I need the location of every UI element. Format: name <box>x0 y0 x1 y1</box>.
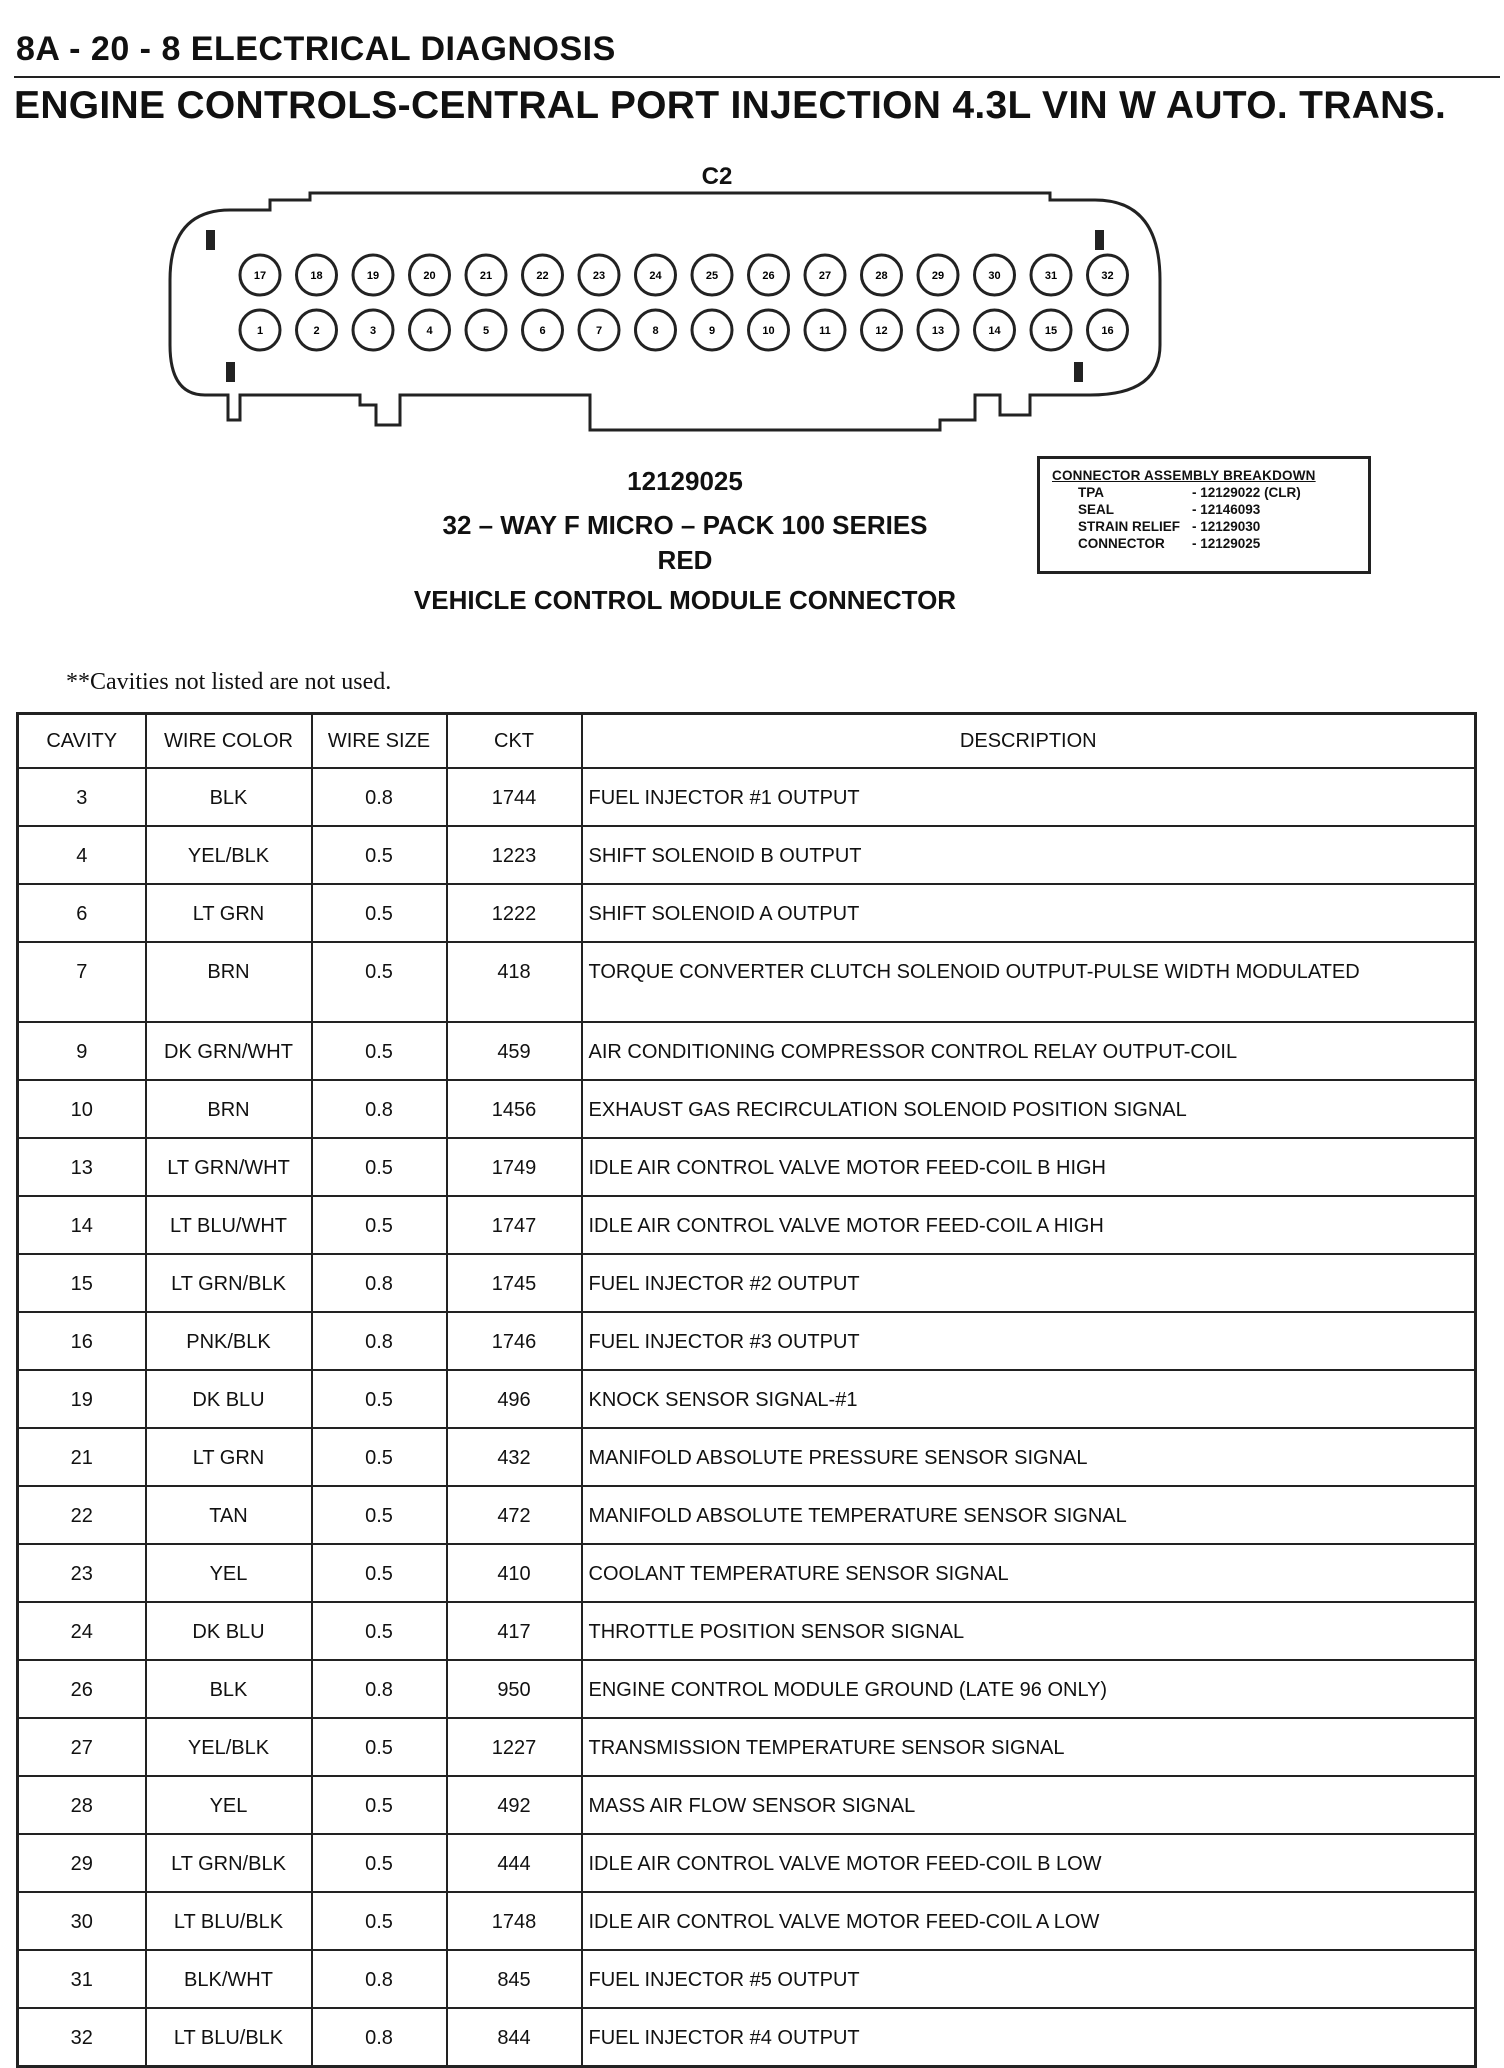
breakdown-row <box>1052 535 1356 552</box>
cell-description: TORQUE CONVERTER CLUTCH SOLENOID OUTPUT-PULSE WIDTH MODULATED <box>582 942 1476 1022</box>
breakdown-row <box>1052 518 1356 535</box>
table-row <box>18 1602 1476 1660</box>
cell-wire-size: 0.5 <box>312 942 447 1022</box>
pin-number: 22 <box>536 270 549 282</box>
pin-number: 18 <box>310 270 323 282</box>
table-row <box>18 1834 1476 1892</box>
connector-color: RED <box>657 545 713 575</box>
pin-number: 3 <box>369 325 377 337</box>
pin-number: 1 <box>256 325 264 337</box>
cell-wire-color: YEL/BLK <box>146 826 312 884</box>
cell-description: SHIFT SOLENOID B OUTPUT <box>582 826 1476 884</box>
cell-description: IDLE AIR CONTROL VALVE MOTOR FEED-COIL B HIGH <box>582 1138 1476 1196</box>
cell-ckt: 1749 <box>447 1138 582 1196</box>
cell-wire-color: TAN <box>146 1486 312 1544</box>
pin-number: 24 <box>649 270 662 282</box>
cell-wire-color: PNK/BLK <box>146 1312 312 1370</box>
connector-breakdown-box <box>1037 456 1371 574</box>
table-row <box>18 1370 1476 1428</box>
cell-cavity: 32 <box>18 2008 146 2067</box>
cell-wire-color: BRN <box>146 1080 312 1138</box>
connector-pin <box>353 255 393 295</box>
pin-number: 26 <box>762 270 775 282</box>
table-row <box>18 1312 1476 1370</box>
connector-pin <box>353 310 393 350</box>
table-row <box>18 1080 1476 1138</box>
latch-mark <box>1074 362 1083 382</box>
cell-wire-size: 0.8 <box>312 2008 447 2067</box>
cell-ckt: 1744 <box>447 768 582 826</box>
pin-number: 29 <box>931 270 945 282</box>
connector-pin <box>1088 255 1128 295</box>
pin-number: 31 <box>1044 270 1058 282</box>
cell-wire-color: LT GRN/BLK <box>146 1254 312 1312</box>
pin-number: 28 <box>875 270 888 282</box>
connector-pin <box>410 310 450 350</box>
cell-ckt: 432 <box>447 1428 582 1486</box>
cell-wire-size: 0.5 <box>312 884 447 942</box>
table-row <box>18 1660 1476 1718</box>
connector-pin <box>297 255 337 295</box>
table-row <box>18 1776 1476 1834</box>
cell-ckt: 1456 <box>447 1080 582 1138</box>
cell-wire-color: LT GRN/BLK <box>146 1834 312 1892</box>
breakdown-row <box>1052 501 1356 518</box>
cell-wire-color: YEL/BLK <box>146 1718 312 1776</box>
connector-pin <box>636 255 676 295</box>
section-header: 8A - 20 - 8 ELECTRICAL DIAGNOSIS <box>16 30 616 68</box>
connector-pin <box>692 310 732 350</box>
cell-cavity: 19 <box>18 1370 146 1428</box>
connector-pin <box>862 310 902 350</box>
cell-wire-color: LT BLU/BLK <box>146 2008 312 2067</box>
cell-description: SHIFT SOLENOID A OUTPUT <box>582 884 1476 942</box>
connector-type: 32 – WAY F MICRO – PACK 100 SERIES <box>442 510 928 540</box>
cell-cavity: 24 <box>18 1602 146 1660</box>
cell-ckt: 1227 <box>447 1718 582 1776</box>
table-row <box>18 768 1476 826</box>
cell-wire-size: 0.8 <box>312 768 447 826</box>
cell-ckt: 845 <box>447 1950 582 2008</box>
cell-cavity: 22 <box>18 1486 146 1544</box>
cell-cavity: 31 <box>18 1950 146 2008</box>
breakdown-value: - 12129030 <box>1192 518 1260 535</box>
cell-ckt: 1745 <box>447 1254 582 1312</box>
latch-mark <box>226 362 235 382</box>
cell-description: EXHAUST GAS RECIRCULATION SOLENOID POSITION SIGNAL <box>582 1080 1476 1138</box>
pin-number: 8 <box>652 325 659 337</box>
connector-pin <box>862 255 902 295</box>
cell-description: MANIFOLD ABSOLUTE TEMPERATURE SENSOR SIGNAL <box>582 1486 1476 1544</box>
cell-cavity: 4 <box>18 826 146 884</box>
connector-pin <box>240 310 280 350</box>
pin-number: 7 <box>595 325 603 337</box>
cavity-note: **Cavities not listed are not used. <box>66 669 392 695</box>
cell-wire-size: 0.5 <box>312 1428 447 1486</box>
cell-wire-color: LT BLU/BLK <box>146 1892 312 1950</box>
connector-pin <box>579 255 619 295</box>
pin-number: 11 <box>819 325 831 337</box>
cell-wire-color: YEL <box>146 1776 312 1834</box>
cell-wire-size: 0.5 <box>312 1834 447 1892</box>
cell-wire-size: 0.5 <box>312 826 447 884</box>
cell-description: KNOCK SENSOR SIGNAL-#1 <box>582 1370 1476 1428</box>
part-number: 12129025 <box>627 466 743 496</box>
pin-number: 27 <box>818 270 832 282</box>
cell-wire-size: 0.5 <box>312 1602 447 1660</box>
connector-pin <box>1031 255 1071 295</box>
cell-ckt: 417 <box>447 1602 582 1660</box>
header-rule <box>14 76 1500 78</box>
breakdown-label: CONNECTOR <box>1078 536 1165 551</box>
table-row <box>18 1254 1476 1312</box>
table-row <box>18 1138 1476 1196</box>
cell-ckt: 1747 <box>447 1196 582 1254</box>
cell-ckt: 1223 <box>447 826 582 884</box>
cell-description: MASS AIR FLOW SENSOR SIGNAL <box>582 1776 1476 1834</box>
pin-number: 20 <box>423 270 436 282</box>
table-row <box>18 1718 1476 1776</box>
cell-wire-size: 0.5 <box>312 1196 447 1254</box>
table-row <box>18 1022 1476 1080</box>
cell-wire-color: BLK/WHT <box>146 1950 312 2008</box>
cell-description: IDLE AIR CONTROL VALVE MOTOR FEED-COIL B LOW <box>582 1834 1476 1892</box>
pin-number: 14 <box>988 325 1001 337</box>
pin-number: 15 <box>1044 325 1058 337</box>
cell-wire-color: LT GRN/WHT <box>146 1138 312 1196</box>
breakdown-value: - 12129025 <box>1192 535 1260 552</box>
cell-wire-size: 0.8 <box>312 1080 447 1138</box>
cell-description: IDLE AIR CONTROL VALVE MOTOR FEED-COIL A LOW <box>582 1892 1476 1950</box>
table-row <box>18 1950 1476 2008</box>
connector-pin <box>918 255 958 295</box>
connector-pin <box>805 255 845 295</box>
breakdown-label: TPA <box>1078 485 1104 500</box>
table-row <box>18 884 1476 942</box>
pin-number: 9 <box>708 325 716 337</box>
page-title: ENGINE CONTROLS-CENTRAL PORT INJECTION 4.3L VIN W AUTO. TRANS. <box>14 84 1447 127</box>
table-row <box>18 2008 1476 2067</box>
cell-wire-size: 0.5 <box>312 1776 447 1834</box>
table-row <box>18 826 1476 884</box>
pin-number: 5 <box>482 325 490 337</box>
cell-cavity: 7 <box>18 942 146 1022</box>
cell-ckt: 459 <box>447 1022 582 1080</box>
connector-pin <box>636 310 676 350</box>
breakdown-label: SEAL <box>1078 502 1115 517</box>
pin-number: 4 <box>426 325 433 337</box>
cell-ckt: 950 <box>447 1660 582 1718</box>
connector-pin <box>1088 310 1128 350</box>
pin-number: 30 <box>988 270 1001 282</box>
connector-pin <box>692 255 732 295</box>
cell-ckt: 444 <box>447 1834 582 1892</box>
connector-pin <box>749 255 789 295</box>
cell-cavity: 28 <box>18 1776 146 1834</box>
connector-pin <box>523 310 563 350</box>
cell-wire-size: 0.5 <box>312 1370 447 1428</box>
pin-number: 17 <box>253 270 267 282</box>
breakdown-label: STRAIN RELIEF <box>1078 519 1181 534</box>
pin-number: 23 <box>592 270 606 282</box>
breakdown-value: - 12129022 (CLR) <box>1192 484 1301 501</box>
cell-wire-color: YEL <box>146 1544 312 1602</box>
connector-pin <box>297 310 337 350</box>
breakdown-title: CONNECTOR ASSEMBLY BREAKDOWN <box>1052 468 1316 483</box>
cell-description: IDLE AIR CONTROL VALVE MOTOR FEED-COIL A HIGH <box>582 1196 1476 1254</box>
cell-wire-size: 0.5 <box>312 1892 447 1950</box>
col-header-ckt: CKT <box>447 714 582 769</box>
cell-wire-size: 0.5 <box>312 1022 447 1080</box>
table-row <box>18 1196 1476 1254</box>
cell-wire-color: DK BLU <box>146 1602 312 1660</box>
pin-number: 16 <box>1101 325 1114 337</box>
cell-wire-color: LT BLU/WHT <box>146 1196 312 1254</box>
cell-cavity: 26 <box>18 1660 146 1718</box>
cell-description: MANIFOLD ABSOLUTE PRESSURE SENSOR SIGNAL <box>582 1428 1476 1486</box>
latch-mark <box>206 230 215 250</box>
latch-mark <box>1095 230 1104 250</box>
cell-cavity: 16 <box>18 1312 146 1370</box>
connector-pin <box>805 310 845 350</box>
cell-description: TRANSMISSION TEMPERATURE SENSOR SIGNAL <box>582 1718 1476 1776</box>
pin-number: 19 <box>366 270 380 282</box>
cell-cavity: 10 <box>18 1080 146 1138</box>
cell-wire-size: 0.5 <box>312 1486 447 1544</box>
cell-cavity: 30 <box>18 1892 146 1950</box>
cell-wire-color: BLK <box>146 768 312 826</box>
breakdown-row <box>1052 484 1356 501</box>
connector-pin <box>523 255 563 295</box>
cell-wire-size: 0.5 <box>312 1544 447 1602</box>
col-header-wire-size: WIRE SIZE <box>312 714 447 769</box>
connector-pin <box>975 310 1015 350</box>
connector-pin <box>579 310 619 350</box>
connector-pin <box>466 310 506 350</box>
cell-wire-color: DK BLU <box>146 1370 312 1428</box>
cell-wire-color: LT GRN <box>146 884 312 942</box>
cell-ckt: 844 <box>447 2008 582 2067</box>
table-row <box>18 1544 1476 1602</box>
cell-ckt: 492 <box>447 1776 582 1834</box>
cell-wire-size: 0.8 <box>312 1660 447 1718</box>
cell-ckt: 496 <box>447 1370 582 1428</box>
table-row <box>18 1428 1476 1486</box>
col-header-description: DESCRIPTION <box>582 714 1476 769</box>
connector-pin <box>975 255 1015 295</box>
table-header-row <box>18 714 1476 769</box>
cell-cavity: 6 <box>18 884 146 942</box>
cell-cavity: 15 <box>18 1254 146 1312</box>
cell-description: ENGINE CONTROL MODULE GROUND (LATE 96 ONLY) <box>582 1660 1476 1718</box>
connector-pin <box>749 310 789 350</box>
pin-number: 10 <box>762 325 775 337</box>
cell-wire-color: BRN <box>146 942 312 1022</box>
cell-ckt: 410 <box>447 1544 582 1602</box>
col-header-cavity: CAVITY <box>18 714 146 769</box>
cell-description: FUEL INJECTOR #5 OUTPUT <box>582 1950 1476 2008</box>
breakdown-value: - 12146093 <box>1192 501 1260 518</box>
pin-number: 25 <box>705 270 719 282</box>
cell-cavity: 29 <box>18 1834 146 1892</box>
pin-number: 6 <box>539 325 546 337</box>
cell-wire-color: BLK <box>146 1660 312 1718</box>
pin-number: 12 <box>875 325 888 337</box>
cell-ckt: 418 <box>447 942 582 1022</box>
cell-wire-size: 0.5 <box>312 1718 447 1776</box>
cell-description: COOLANT TEMPERATURE SENSOR SIGNAL <box>582 1544 1476 1602</box>
connector-pin <box>240 255 280 295</box>
cell-wire-size: 0.8 <box>312 1254 447 1312</box>
cell-ckt: 1222 <box>447 884 582 942</box>
cell-wire-color: DK GRN/WHT <box>146 1022 312 1080</box>
cell-wire-size: 0.5 <box>312 1138 447 1196</box>
cell-wire-color: LT GRN <box>146 1428 312 1486</box>
cell-wire-size: 0.8 <box>312 1312 447 1370</box>
cell-description: THROTTLE POSITION SENSOR SIGNAL <box>582 1602 1476 1660</box>
cell-description: FUEL INJECTOR #1 OUTPUT <box>582 768 1476 826</box>
connector-name: VEHICLE CONTROL MODULE CONNECTOR <box>413 585 957 615</box>
cell-ckt: 1748 <box>447 1892 582 1950</box>
cell-cavity: 9 <box>18 1022 146 1080</box>
cell-description: FUEL INJECTOR #3 OUTPUT <box>582 1312 1476 1370</box>
connector-pin <box>1031 310 1071 350</box>
cell-cavity: 21 <box>18 1428 146 1486</box>
cell-description: AIR CONDITIONING COMPRESSOR CONTROL RELAY OUTPUT-COIL <box>582 1022 1476 1080</box>
cell-ckt: 472 <box>447 1486 582 1544</box>
connector-label: C2 <box>701 163 733 190</box>
pin-number: 13 <box>931 325 945 337</box>
table-row <box>18 942 1476 1022</box>
cell-wire-size: 0.8 <box>312 1950 447 2008</box>
cell-description: FUEL INJECTOR #2 OUTPUT <box>582 1254 1476 1312</box>
connector-pin <box>466 255 506 295</box>
pin-number: 21 <box>479 270 493 282</box>
pin-number: 32 <box>1101 270 1114 282</box>
cell-cavity: 23 <box>18 1544 146 1602</box>
cell-description: FUEL INJECTOR #4 OUTPUT <box>582 2008 1476 2067</box>
cavity-table <box>16 712 1477 2068</box>
cell-ckt: 1746 <box>447 1312 582 1370</box>
cell-cavity: 14 <box>18 1196 146 1254</box>
connector-diagram <box>160 150 1220 440</box>
col-header-wire-color: WIRE COLOR <box>146 714 312 769</box>
pin-number: 2 <box>313 325 320 337</box>
table-row <box>18 1892 1476 1950</box>
cell-cavity: 3 <box>18 768 146 826</box>
connector-pin <box>918 310 958 350</box>
cell-cavity: 13 <box>18 1138 146 1196</box>
cell-cavity: 27 <box>18 1718 146 1776</box>
connector-pin <box>410 255 450 295</box>
table-row <box>18 1486 1476 1544</box>
